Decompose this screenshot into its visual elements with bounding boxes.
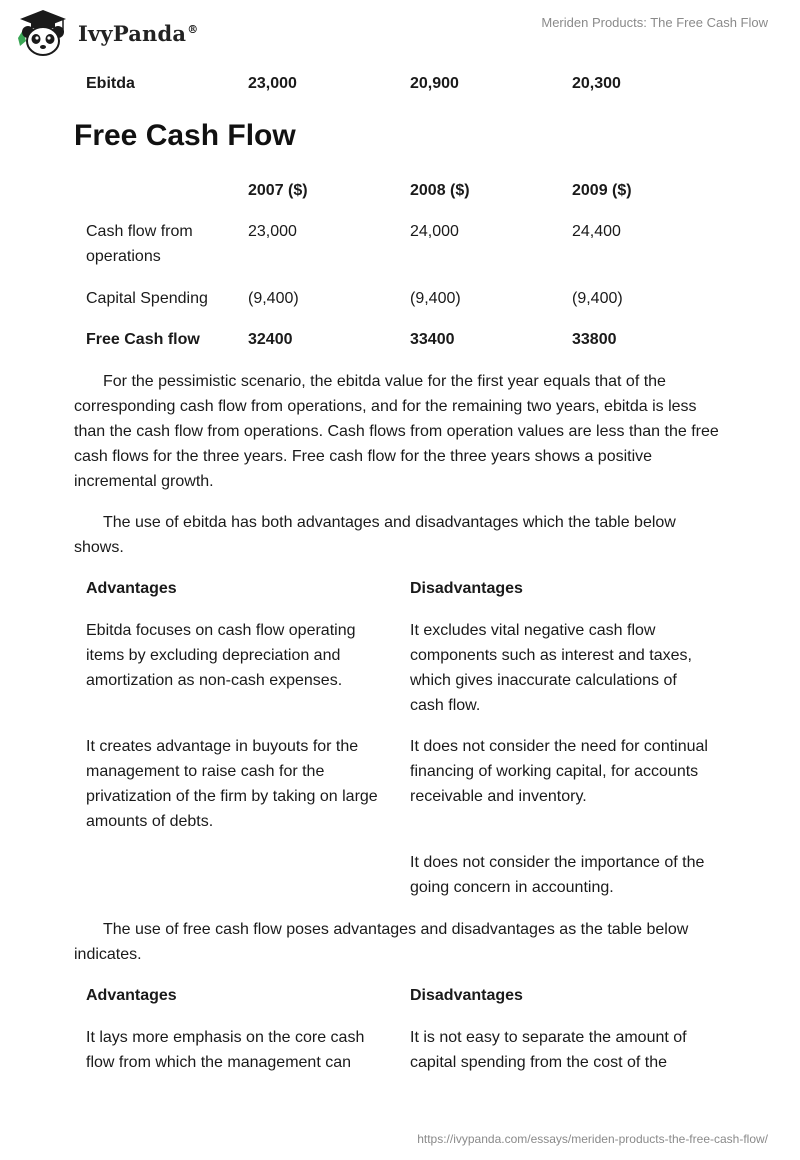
table-header-row bbox=[74, 178, 726, 219]
table-row bbox=[74, 618, 726, 734]
ebitda-table bbox=[74, 71, 726, 96]
table-row bbox=[74, 327, 726, 352]
table-cell: 33800 bbox=[572, 331, 617, 348]
panda-graduate-icon bbox=[14, 8, 72, 58]
table-cell: It excludes vital negative cash flow components such as interest and taxes, which gives inaccurate calculations of cash flow. bbox=[410, 622, 692, 714]
table-header-cell: 2008 ($) bbox=[410, 182, 470, 199]
free-cash-flow-table bbox=[74, 178, 726, 352]
source-url[interactable]: https://ivypanda.com/essays/meriden-products-the-free-cash-flow/ bbox=[417, 1132, 768, 1146]
table-cell: 20,300 bbox=[572, 75, 621, 92]
row-label: Free Cash flow bbox=[86, 331, 200, 348]
table-header-row bbox=[74, 983, 726, 1025]
table-row bbox=[74, 219, 726, 286]
table-cell: (9,400) bbox=[410, 290, 461, 307]
table-cell: (9,400) bbox=[248, 290, 299, 307]
row-label: Capital Spending bbox=[86, 290, 208, 307]
body-paragraph: For the pessimistic scenario, the ebitda value for the first year equals that of the corresponding cash flow from operations, and for the remaining two years, ebitda is less than the cash flow from operations. Cash flows from operation values are less than the free cash flows for the three years. Free cash flow for the three years shows a positive incremental growth. bbox=[74, 373, 719, 490]
table-cell: 24,000 bbox=[410, 223, 459, 240]
table-row bbox=[74, 734, 726, 850]
table-cell bbox=[74, 850, 398, 900]
table-cell: It creates advantage in buyouts for the management to raise cash for the privatization of the firm by taking on large amounts of debts. bbox=[86, 738, 378, 830]
table-cell: (9,400) bbox=[572, 290, 623, 307]
table-header-cell: Disadvantages bbox=[410, 987, 523, 1004]
body-paragraph: The use of free cash flow poses advantages and disadvantages as the table below indicates. bbox=[74, 921, 689, 963]
table-cell: It is not easy to separate the amount of capital spending from the cost of the bbox=[410, 1029, 687, 1071]
fcf-pros-cons-table bbox=[74, 983, 726, 1075]
table-cell: Ebitda focuses on cash flow operating items by excluding depreciation and amortization as non-cash expenses. bbox=[86, 622, 356, 689]
section-heading: Free Cash Flow bbox=[74, 119, 296, 152]
table-header-cell: Advantages bbox=[86, 580, 177, 597]
table-cell: It does not consider the need for continual financing of working capital, for accounts receivable and inventory. bbox=[410, 738, 708, 805]
table-header-row bbox=[74, 576, 726, 618]
table-row bbox=[74, 850, 726, 900]
table-row bbox=[74, 286, 726, 327]
table-header-cell: Disadvantages bbox=[410, 580, 523, 597]
table-cell: It does not consider the importance of the going concern in accounting. bbox=[410, 854, 705, 896]
row-label: Cash flow from operations bbox=[86, 223, 193, 265]
table-cell: 32400 bbox=[248, 331, 293, 348]
table-cell: 23,000 bbox=[248, 75, 297, 92]
table-row bbox=[74, 71, 726, 96]
table-header-cell: Advantages bbox=[86, 987, 177, 1004]
table-header-cell bbox=[74, 178, 236, 219]
table-row bbox=[74, 1025, 726, 1075]
page-header bbox=[0, 0, 800, 64]
table-cell: 24,400 bbox=[572, 223, 621, 240]
table-cell: 23,000 bbox=[248, 223, 297, 240]
table-cell: 33400 bbox=[410, 331, 455, 348]
row-label: Ebitda bbox=[86, 75, 135, 92]
document-title: Meriden Products: The Free Cash Flow bbox=[541, 15, 768, 30]
ivypanda-logo[interactable] bbox=[14, 8, 214, 58]
table-header-cell: 2007 ($) bbox=[248, 182, 308, 199]
table-header-cell: 2009 ($) bbox=[572, 182, 632, 199]
brand-name: IvyPanda® bbox=[78, 20, 199, 46]
table-cell: It lays more emphasis on the core cash flow from which the management can bbox=[86, 1029, 365, 1071]
body-paragraph: The use of ebitda has both advantages and disadvantages which the table below shows. bbox=[74, 514, 676, 556]
ebitda-pros-cons-table bbox=[74, 576, 726, 900]
table-cell: 20,900 bbox=[410, 75, 459, 92]
